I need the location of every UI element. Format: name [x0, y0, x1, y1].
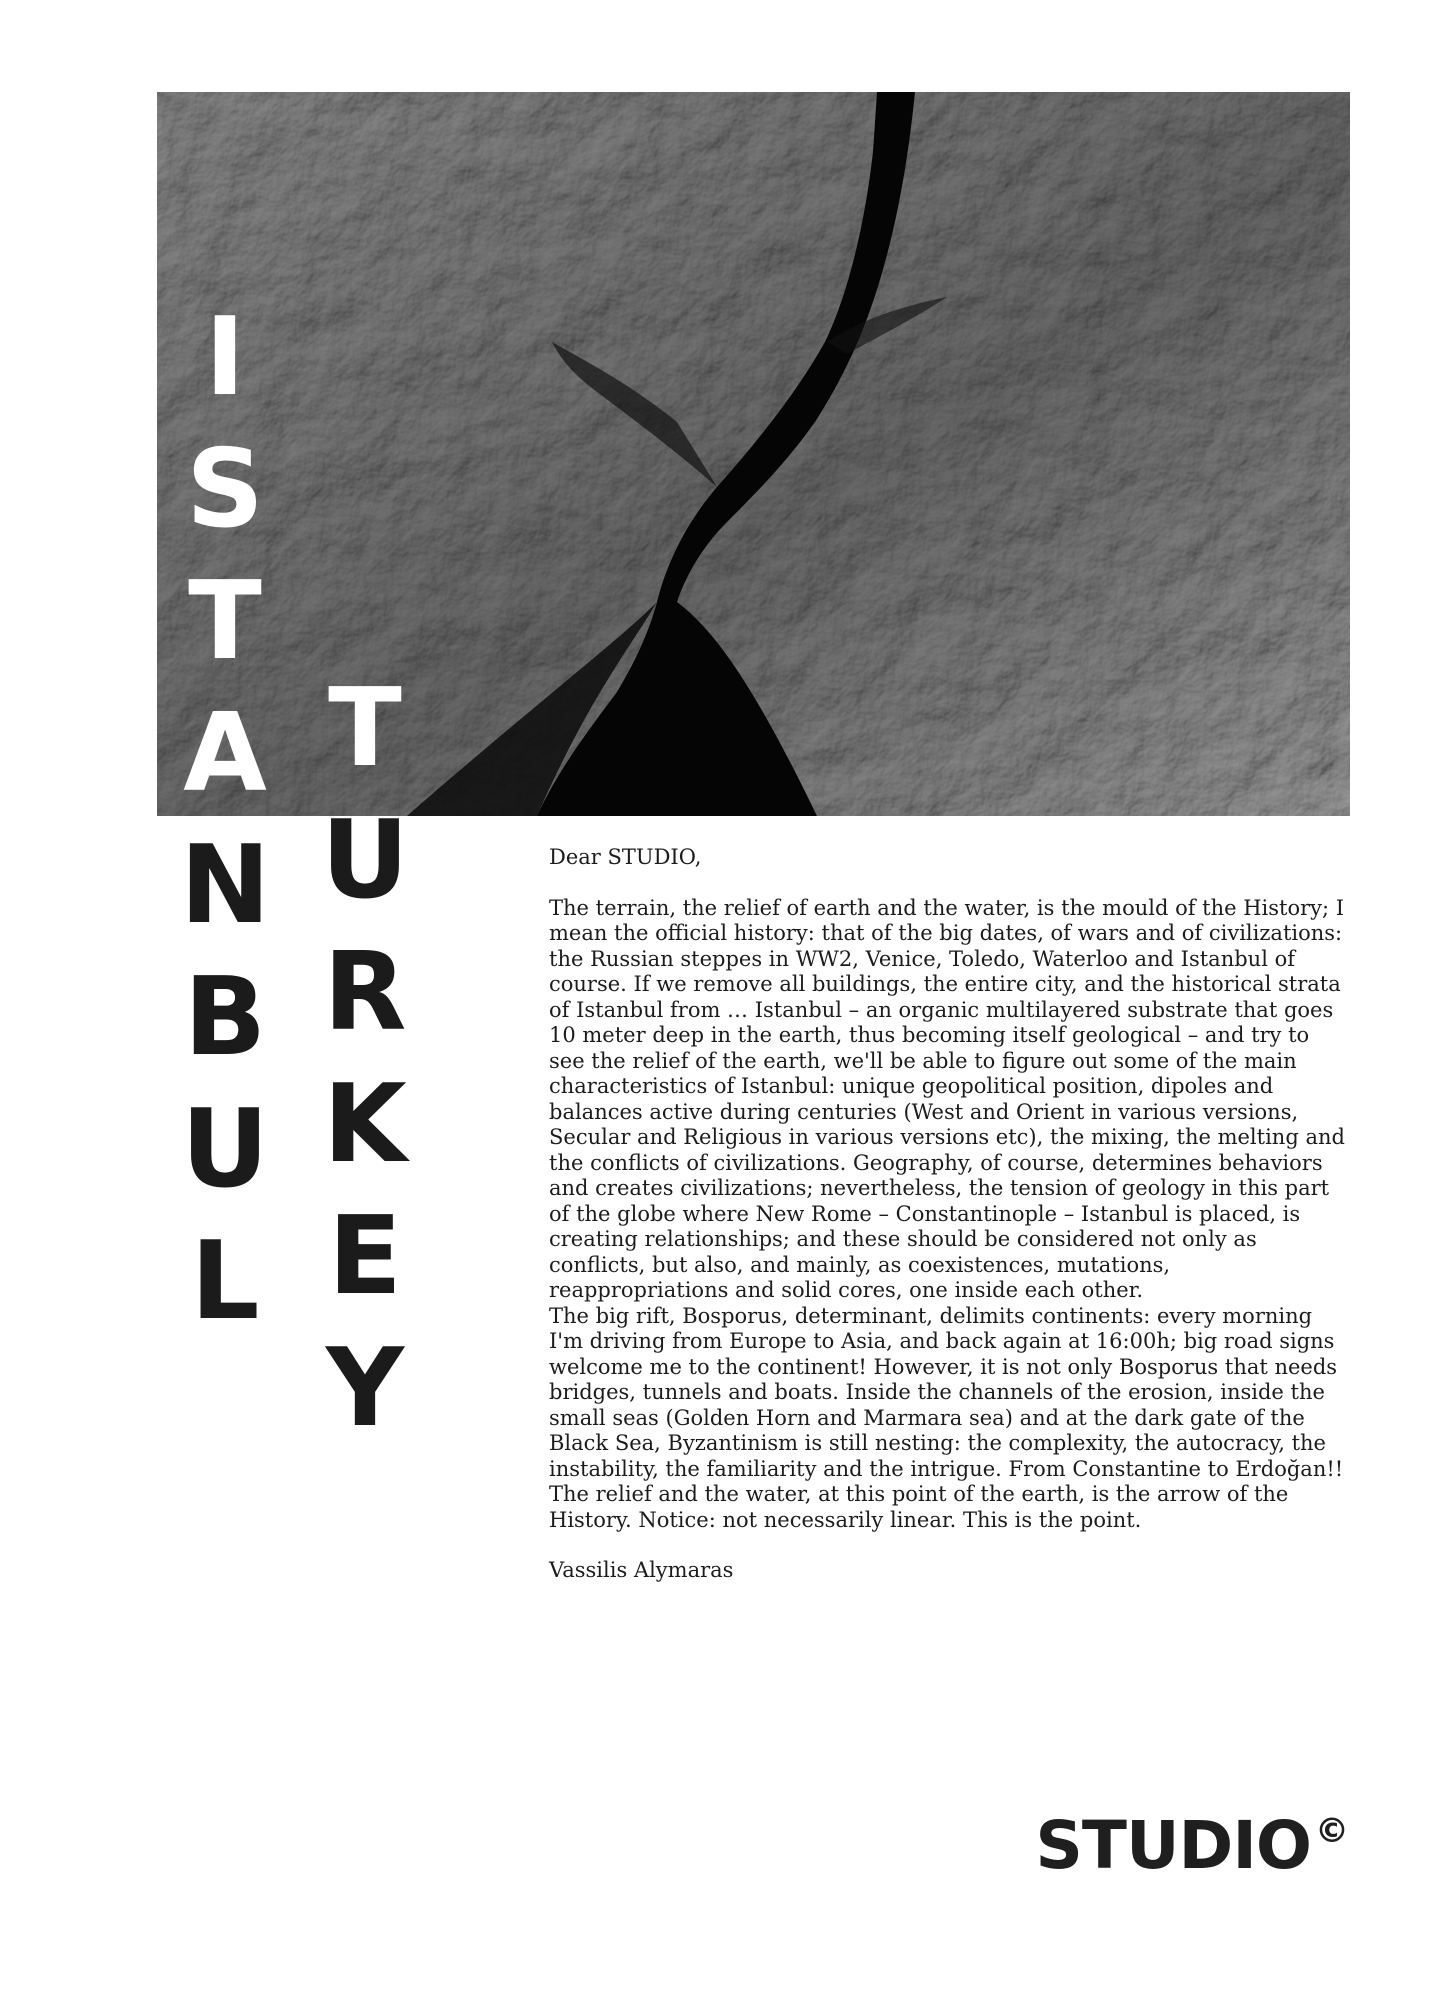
turkey-vertical-title [320, 663, 410, 1455]
title-letter: R [323, 930, 407, 1055]
title-letter: U [321, 798, 409, 923]
studio-logo-text: STUDIO [1035, 1807, 1311, 1884]
title-letter: N [180, 823, 271, 948]
title-letter: Y [325, 1326, 405, 1451]
istanbul-vertical-title [180, 292, 270, 1348]
letter-salutation: Dear STUDIO, [549, 845, 702, 869]
letter-body [549, 845, 1349, 1584]
letter-paragraph: The relief and the water, at this point of the earth, is the arrow of the History. Notice: not necessarily linear. This is the point. [549, 1482, 1289, 1532]
title-letter: I [204, 295, 246, 420]
title-letter: U [181, 1087, 269, 1212]
title-letter: T [188, 559, 262, 684]
title-letter: T [328, 666, 402, 791]
letter-paragraph: The terrain, the relief of earth and the water, is the mould of the History; I mean the official history: that of the big dates, of wars and of civilizations: the Russian steppes in WW2, Venice, Toledo, Waterloo and Istanbul of course. If we remove all buildings, the entire city, and the historical strata of Istanbul from … Istanbul – an organic multilayered substrate that goes 10 meter deep in the earth, thus becoming itself geological – and try to see the relief of the earth, we'll be able to figure out some of the main characteristics of Istanbul: unique geopolitical position, dipoles and balances active during centuries (West and Orient in various versions, Secular and Religious in various versions etc), the mixing, the melting and the conflicts of civilizations. Geography, of course, determines behaviors and creates civilizations; nevertheless, the tension of geology in this part of the globe where New Rome – Constantinople – Istanbul is placed, is creating relationships; and these should be considered not only as conflicts, but also, and mainly, as coexistences, mutations, reappropriations and solid cores, one inside each other. [549, 895, 1345, 1302]
letter-paragraph: The big rift, Bosporus, determinant, delimits continents: every morning I'm driving from Europe to Asia, and back again at 16:00h; big road signs welcome me to the continent! However, it is not only Bosporus that needs bridges, tunnels and boats. Inside the channels of the erosion, inside the small seas (Golden Horn and Marmara sea) and at the dark gate of the Black Sea, Byzantinism is still nesting: the complexity, the autocracy, the instability, the familiarity and the intrigue. From Constantine to Erdoğan!! [549, 1303, 1344, 1481]
studio-logo [1035, 1807, 1348, 1884]
title-letter: A [183, 691, 267, 816]
letter-signature: Vassilis Alymaras [549, 1558, 734, 1582]
title-letter: L [190, 1219, 260, 1344]
title-letter: S [186, 427, 264, 552]
title-letter: K [323, 1062, 407, 1187]
title-letter: B [183, 955, 267, 1080]
copyright-mark: © [1315, 1811, 1348, 1851]
title-letter: E [328, 1194, 402, 1319]
